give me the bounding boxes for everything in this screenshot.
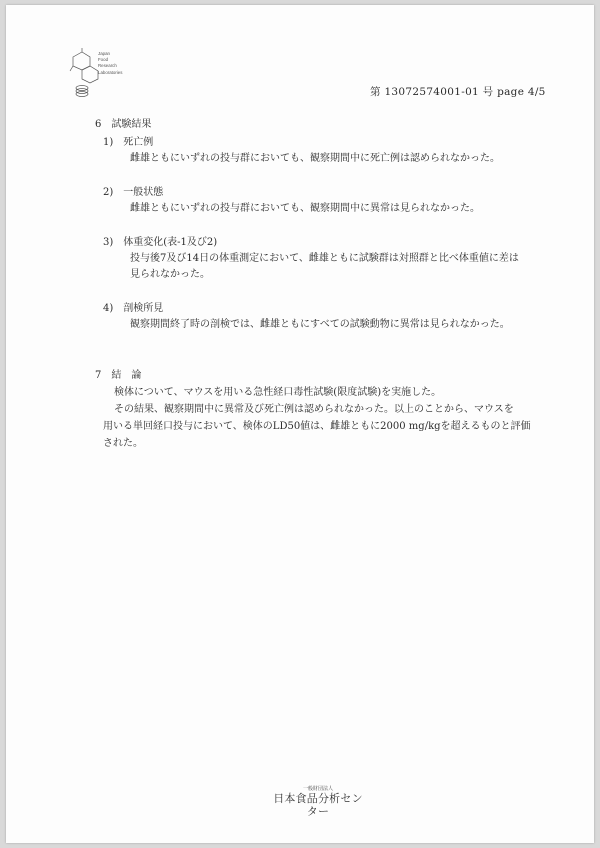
subsection-title: 2) 一般状態 [103,187,164,198]
org-type: 一般財団法人 [302,786,333,792]
document-page [6,5,594,843]
paragraph-line: 雌雄ともにいずれの投与群においても、観察期間中に異常は見られなかった。 [130,203,480,214]
subsection-title: 4) 剖検所見 [103,303,164,314]
paragraph-line: その結果、観察期間中に異常及び死亡例は認められなかった。以上のことから、マウスを [114,404,514,415]
section-heading-results: 6 試験結果 [95,119,152,130]
paragraph-line: 見られなかった。 [130,269,210,280]
paragraph-line: 用いる単回経口投与において、検体のLD50値は、雌雄ともに2000 mg/kgを超えるものと評価 [103,421,531,432]
logo-line: Food [98,57,109,63]
section-heading-conclusion: 7 結 論 [95,370,142,381]
logo-line: Japan [98,51,110,56]
document-number: 第 13072574001-01 号 page 4/5 [370,86,546,98]
paragraph-line: 検体について、マウスを用いる急性経口毒性試験(限度試験)を実施した。 [114,387,442,398]
logo-line: Laboratories [98,69,123,75]
org-name: 日本食品分析センター [273,793,363,818]
lab-logo [68,47,148,99]
paragraph-line: 投与後7及び14日の体重測定において、雌雄ともに試験群は対照群と比べ体重値に差は [130,253,519,264]
molecule-logo-icon [68,47,100,97]
subsection-title: 3) 体重変化(表-1及び2) [103,237,218,248]
paragraph-line: 観察期間終了時の剖検では、雌雄ともにすべての試験動物に異常は見られなかった。 [130,319,510,330]
subsection-title: 1) 死亡例 [103,137,154,148]
paragraph-line: 雌雄ともにいずれの投与群においても、観察期間中に死亡例は認められなかった。 [130,153,500,164]
logo-text [98,51,122,76]
footer-organization [268,786,368,819]
paragraph-line: された。 [103,438,143,449]
logo-line: Research [98,63,117,69]
